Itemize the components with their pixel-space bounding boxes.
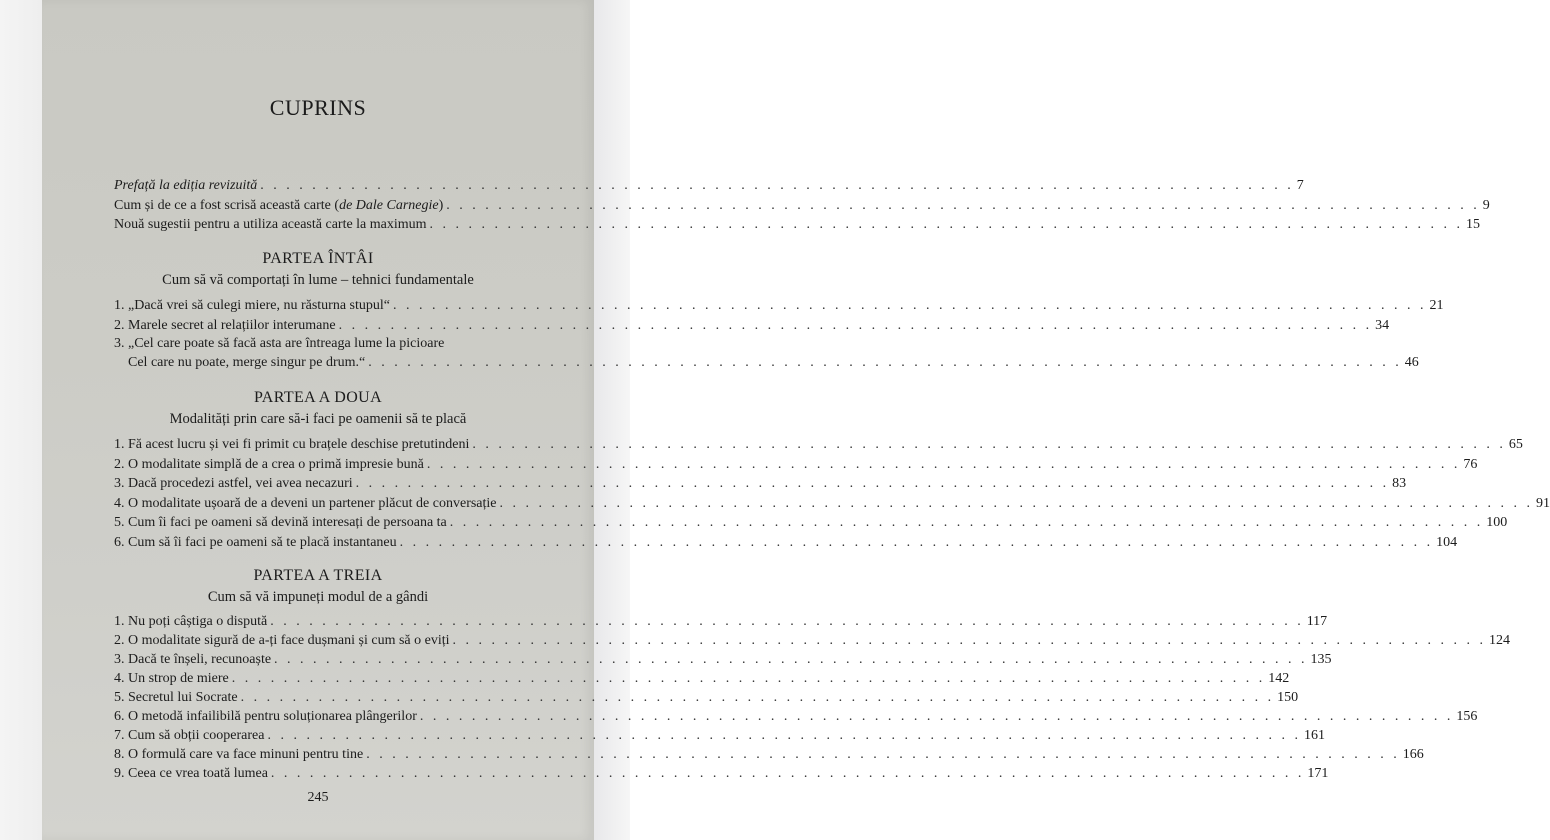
dot-leader: . . . . . . . . . . . . . . . . . . . . . . . . . . . . . . . . . . . . . . . . . . . . . . . . . . . . . . . . . . . . . . . . . . . . . . . . . . . . . . . . — [499, 496, 1534, 511]
dot-leader: . . . . . . . . . . . . . . . . . . . . . . . . . . . . . . . . . . . . . . . . . . . . . . . . . . . . . . . . . . . . . . . . . . . . . . . . . . . . . . . . — [393, 298, 1427, 313]
toc-entry-label: Cel care nu poate, merge singur pe drum.“ — [128, 355, 366, 370]
toc-entry — [114, 745, 1424, 764]
toc-entry-page: 161 — [1303, 728, 1325, 743]
toc-entry-page: 76 — [1463, 457, 1478, 472]
dot-leader: . . . . . . . . . . . . . . . . . . . . . . . . . . . . . . . . . . . . . . . . . . . . . . . . . . . . . . . . . . . . . . . . . . . . . . . . . . . . . . . . — [472, 437, 1506, 452]
dot-leader: . . . . . . . . . . . . . . . . . . . . . . . . . . . . . . . . . . . . . . . . . . . . . . . . . . . . . . . . . . . . . . . . . . . . . . . . . . . . . . . . — [449, 515, 1484, 530]
part3-title: PARTEA A TREIA — [253, 567, 383, 584]
dot-leader: . . . . . . . . . . . . . . . . . . . . . . . . . . . . . . . . . . . . . . . . . . . . . . . . . . . . . . . . . . . . . . . . . . . . . . . . . . . . . . . . — [419, 709, 1454, 724]
dot-leader: . . . . . . . . . . . . . . . . . . . . . . . . . . . . . . . . . . . . . . . . . . . . . . . . . . . . . . . . . . . . . . . . . . . . . . . . . . . . . . . . — [231, 671, 1266, 686]
toc-entry-label: 2. O modalitate simplă de a crea o primă impresie bună — [114, 457, 424, 472]
toc-entry-page: 142 — [1268, 671, 1290, 686]
toc-entry-label: 9. Ceea ce vrea toată lumea — [114, 766, 268, 781]
dot-leader: . . . . . . . . . . . . . . . . . . . . . . . . . . . . . . . . . . . . . . . . . . . . . . . . . . . . . . . . . . . . . . . . . . . . . . . . . . . . . . . . — [368, 355, 1402, 370]
toc-entry-page: 46 — [1404, 355, 1419, 370]
toc-entry-page: 171 — [1307, 766, 1329, 781]
page-number: 245 — [307, 790, 329, 805]
toc-entry-page: 91 — [1536, 496, 1550, 511]
dot-leader: . . . . . . . . . . . . . . . . . . . . . . . . . . . . . . . . . . . . . . . . . . . . . . . . . . . . . . . . . . . . . . . . . . . . . . . . . . . . . . . . — [355, 476, 1390, 491]
toc-entry-label-part: Nouă sugestii pentru a utiliza această carte la maximum — [114, 217, 427, 232]
toc-entry — [114, 176, 1304, 195]
toc-entry — [114, 455, 1478, 474]
toc-entry-label: 1. Fă acest lucru și vei fi primit cu brațele deschise pretutindeni — [114, 437, 470, 452]
toc-entry-label: 1. Nu poți câștiga o dispută — [114, 614, 268, 629]
toc-entry-page: 34 — [1375, 318, 1390, 333]
toc-entry-page: 83 — [1392, 476, 1407, 491]
toc-entry-first-line: 3. „Cel care poate să facă asta are întreaga lume la picioare — [114, 336, 445, 351]
toc-entry-label: 5. Secretul lui Socrate — [114, 690, 238, 705]
toc-entry-page: 124 — [1489, 633, 1511, 648]
toc-entry-page: 156 — [1456, 709, 1478, 724]
toc-entry-page: 7 — [1296, 178, 1304, 193]
toc-entry-label: 3. Dacă te înșeli, recunoaște — [114, 652, 272, 667]
toc-entry — [114, 533, 1458, 552]
dot-leader: . . . . . . . . . . . . . . . . . . . . . . . . . . . . . . . . . . . . . . . . . . . . . . . . . . . . . . . . . . . . . . . . . . . . . . . . . . . . . . . . — [452, 633, 1487, 648]
dot-leader: . . . . . . . . . . . . . . . . . . . . . . . . . . . . . . . . . . . . . . . . . . . . . . . . . . . . . . . . . . . . . . . . . . . . . . . . . . . . . . . . — [270, 766, 1305, 781]
dot-leader: . . . . . . . . . . . . . . . . . . . . . . . . . . . . . . . . . . . . . . . . . . . . . . . . . . . . . . . . . . . . . . . . . . . . . . . . . . . . . . . . — [270, 614, 1304, 629]
toc-entry — [114, 688, 1299, 707]
dot-leader: . . . . . . . . . . . . . . . . . . . . . . . . . . . . . . . . . . . . . . . . . . . . . . . . . . . . . . . . . . . . . . . . . . . . . . . . . . . . . . . . — [429, 217, 1464, 232]
toc-entry-label-part: ) — [438, 198, 444, 213]
toc-entry-page: 100 — [1486, 515, 1508, 530]
dot-leader: . . . . . . . . . . . . . . . . . . . . . . . . . . . . . . . . . . . . . . . . . . . . . . . . . . . . . . . . . . . . . . . . . . . . . . . . . . . . . . . . — [399, 535, 1434, 550]
toc-entry — [114, 435, 1523, 454]
toc-entry-label — [114, 196, 443, 215]
toc-entry-label: 4. Un strop de miere — [114, 671, 229, 686]
toc-entry-label — [114, 176, 257, 195]
toc-entry-label: 2. O modalitate sigură de a-ți face dușmani și cum să o eviți — [114, 633, 450, 648]
toc-entry — [114, 215, 1481, 234]
toc-entry — [114, 296, 1444, 315]
toc-entry — [114, 494, 1550, 513]
toc-entry-label: 6. Cum să îi faci pe oameni să te placă instantaneu — [114, 535, 397, 550]
toc-entry-page: 166 — [1402, 747, 1424, 762]
toc-entry — [114, 650, 1332, 669]
part1-title: PARTEA ÎNTÂI — [262, 250, 374, 267]
toc-entry — [128, 353, 1419, 372]
book-page — [42, 0, 1550, 840]
toc-entry-label: 4. O modalitate ușoară de a deveni un partener plăcut de conversație — [114, 496, 497, 511]
dot-leader: . . . . . . . . . . . . . . . . . . . . . . . . . . . . . . . . . . . . . . . . . . . . . . . . . . . . . . . . . . . . . . . . . . . . . . . . . . . . . . . . — [260, 178, 1294, 193]
part2-title: PARTEA A DOUA — [253, 389, 383, 406]
toc-entry-label: 3. Dacă procedezi astfel, vei avea necazuri — [114, 476, 353, 491]
toc-entry-label-part: Prefață la ediția revizuită — [114, 178, 258, 193]
dot-leader: . . . . . . . . . . . . . . . . . . . . . . . . . . . . . . . . . . . . . . . . . . . . . . . . . . . . . . . . . . . . . . . . . . . . . . . . . . . . . . . . — [274, 652, 1308, 667]
toc-entry-label-part: Cum și de ce a fost scrisă această carte ( — [114, 198, 340, 213]
toc-entry — [114, 316, 1390, 335]
toc-entry-page: 135 — [1310, 652, 1332, 667]
toc-entry — [114, 631, 1511, 650]
toc-entry-label: 8. O formulă care va face minuni pentru tine — [114, 747, 364, 762]
toc-entry-label: 6. O metodă infailibilă pentru soluționarea plângerilor — [114, 709, 417, 724]
toc-entry-page: 9 — [1482, 198, 1490, 213]
toc-entry — [114, 474, 1407, 493]
toc-entry — [114, 513, 1508, 532]
toc-entry-label: 7. Cum să obții cooperarea — [114, 728, 265, 743]
toc-entry-page: 15 — [1466, 217, 1481, 232]
toc-entry — [114, 669, 1290, 688]
toc-entry-page: 104 — [1436, 535, 1458, 550]
toc-entry-page: 21 — [1429, 298, 1444, 313]
dot-leader: . . . . . . . . . . . . . . . . . . . . . . . . . . . . . . . . . . . . . . . . . . . . . . . . . . . . . . . . . . . . . . . . . . . . . . . . . . . . . . . . — [338, 318, 1373, 333]
toc-entry — [114, 764, 1329, 783]
dot-leader: . . . . . . . . . . . . . . . . . . . . . . . . . . . . . . . . . . . . . . . . . . . . . . . . . . . . . . . . . . . . . . . . . . . . . . . . . . . . . . . . — [366, 747, 1400, 762]
toc-entry-label: 2. Marele secret al relațiilor interumane — [114, 318, 336, 333]
dot-leader: . . . . . . . . . . . . . . . . . . . . . . . . . . . . . . . . . . . . . . . . . . . . . . . . . . . . . . . . . . . . . . . . . . . . . . . . . . . . . . . . — [267, 728, 1301, 743]
dot-leader: . . . . . . . . . . . . . . . . . . . . . . . . . . . . . . . . . . . . . . . . . . . . . . . . . . . . . . . . . . . . . . . . . . . . . . . . . . . . . . . . — [240, 690, 1275, 705]
toc-entry-label-part: de Dale Carnegie — [339, 198, 439, 213]
dot-leader: . . . . . . . . . . . . . . . . . . . . . . . . . . . . . . . . . . . . . . . . . . . . . . . . . . . . . . . . . . . . . . . . . . . . . . . . . . . . . . . . — [446, 198, 1480, 213]
toc-entry-page: 150 — [1277, 690, 1299, 705]
dot-leader: . . . . . . . . . . . . . . . . . . . . . . . . . . . . . . . . . . . . . . . . . . . . . . . . . . . . . . . . . . . . . . . . . . . . . . . . . . . . . . . . — [426, 457, 1461, 472]
part1-subtitle: Cum să vă comportați în lume – tehnici fundamentale — [162, 272, 474, 288]
toc-entry-page: 117 — [1306, 614, 1328, 629]
page-title: CUPRINS — [269, 95, 367, 120]
toc-entry-page: 65 — [1508, 437, 1523, 452]
toc-entry — [114, 726, 1325, 745]
toc-entry-label — [114, 215, 427, 234]
toc-entry-label: 1. „Dacă vrei să culegi miere, nu răsturna stupul“ — [114, 298, 391, 313]
toc-entry — [114, 196, 1490, 215]
toc-entry — [114, 707, 1478, 726]
toc-entry — [114, 612, 1328, 631]
background-left — [0, 0, 42, 840]
part2-subtitle: Modalități prin care să-i faci pe oamenii să te placă — [169, 411, 467, 427]
toc-entry-label: 5. Cum îi faci pe oameni să devină interesați de persoana ta — [114, 515, 447, 530]
part3-subtitle: Cum să vă impuneți modul de a gândi — [207, 589, 429, 605]
